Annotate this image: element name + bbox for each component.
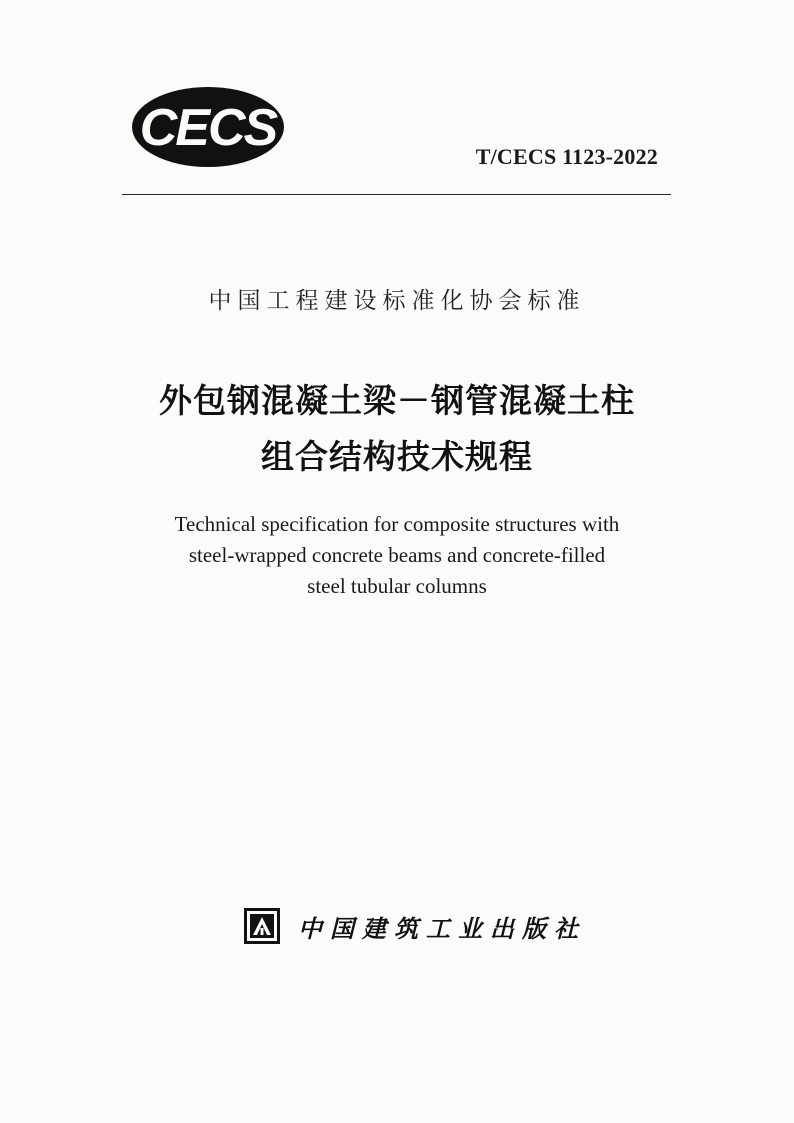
title-en-line1: Technical specification for composite structures with [174,512,620,536]
association-name: 中国工程建设标准化协会标准 [208,288,586,314]
publisher [244,906,586,946]
header-rule [122,194,671,195]
publisher-logo-icon [244,908,280,944]
title-cn-line1: 外包钢混凝土梁－钢管混凝土柱 [159,381,635,420]
standard-number: T/CECS 1123-2022 [475,144,658,169]
cecs-logo-text: CECS [139,99,277,157]
cecs-logo [130,85,286,169]
title-en-line3: steel tubular columns [307,574,487,598]
title-en-line2: steel-wrapped concrete beams and concrete-filled [188,543,606,567]
cecs-logo-icon [130,85,286,169]
title-cn-line2: 组合结构技术规程 [261,437,533,476]
publisher-name: 中国建筑工业出版社 [298,913,586,943]
